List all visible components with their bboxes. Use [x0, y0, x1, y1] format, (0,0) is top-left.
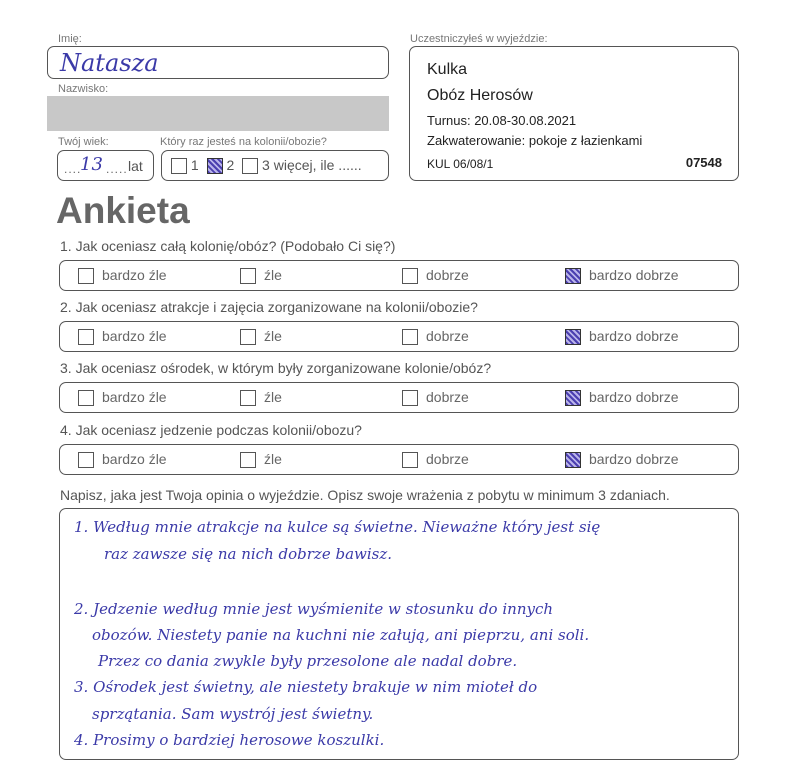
- q4-opt-3[interactable]: [402, 451, 469, 468]
- q3-opt-3-label: dobrze: [426, 389, 469, 405]
- q1-opt-2[interactable]: [240, 267, 282, 284]
- q2-opt-3[interactable]: [402, 328, 469, 345]
- q4-checkbox-3[interactable]: [402, 452, 418, 468]
- q3-checkbox-2[interactable]: [240, 390, 256, 406]
- q2-checkbox-4[interactable]: [565, 329, 581, 345]
- camp-code: KUL 06/08/1: [427, 157, 494, 171]
- q2-opt-4-label: bardzo dobrze: [589, 328, 679, 344]
- name-value: Natasza: [60, 49, 159, 77]
- question-3-options: [59, 382, 739, 413]
- survey-title: Ankieta: [56, 190, 190, 231]
- q3-opt-3[interactable]: [402, 389, 469, 406]
- q3-opt-1-label: bardzo źle: [102, 389, 167, 405]
- question-1: 1. Jak oceniasz całą kolonię/obóz? (Podobało Ci się?): [60, 238, 396, 254]
- q1-checkbox-1[interactable]: [78, 268, 94, 284]
- opinion-line-6: 3. Ośrodek jest świetny, ale niestety brakuje w nim mioteł do: [74, 678, 538, 696]
- times-label: Który raz jesteś na kolonii/obozie?: [160, 136, 327, 148]
- name-field[interactable]: [47, 46, 389, 79]
- q1-checkbox-4[interactable]: [565, 268, 581, 284]
- q2-opt-3-label: dobrze: [426, 328, 469, 344]
- question-2-options: [59, 321, 739, 352]
- camp-stamp: [409, 46, 739, 181]
- opinion-prompt: Napisz, jaka jest Twoja opinia o wyjeździe. Opisz swoje wrażenia z pobytu w minimum 3 zdaniach.: [60, 487, 670, 503]
- q4-opt-4-label: bardzo dobrze: [589, 451, 679, 467]
- q4-opt-1[interactable]: [78, 451, 167, 468]
- q3-opt-1[interactable]: [78, 389, 167, 406]
- camp-number: 07548: [685, 155, 722, 170]
- question-3: 3. Jak oceniasz ośrodek, w którym były zorganizowane kolonie/obóz?: [60, 360, 492, 376]
- q2-opt-1-label: bardzo źle: [102, 328, 167, 344]
- age-dots: ....: [64, 162, 82, 176]
- age-label: Twój wiek:: [58, 136, 109, 148]
- opinion-line-5: Przez co dania zwykle były przesolone ale nadal dobre.: [98, 652, 518, 670]
- surname-redacted: [47, 96, 389, 131]
- q2-checkbox-1[interactable]: [78, 329, 94, 345]
- q4-checkbox-2[interactable]: [240, 452, 256, 468]
- q4-opt-1-label: bardzo źle: [102, 451, 167, 467]
- times-3-label: 3 więcej, ile ......: [262, 157, 362, 173]
- times-2-label: 2: [226, 157, 235, 173]
- camp-accommodation: Zakwaterowanie: pokoje z łazienkami: [427, 133, 643, 148]
- age-dots-end: .....: [106, 162, 128, 176]
- times-3-checkbox[interactable]: [242, 158, 258, 174]
- age-value: 13: [80, 154, 103, 175]
- q2-checkbox-2[interactable]: [240, 329, 256, 345]
- camp-name: Kulka: [427, 61, 468, 78]
- times-2-checkbox[interactable]: [207, 158, 223, 174]
- q4-checkbox-1[interactable]: [78, 452, 94, 468]
- q4-checkbox-4[interactable]: [565, 452, 581, 468]
- q3-checkbox-3[interactable]: [402, 390, 418, 406]
- q3-opt-2-label: źle: [264, 389, 282, 405]
- q3-opt-4-label: bardzo dobrze: [589, 389, 679, 405]
- q1-checkbox-2[interactable]: [240, 268, 256, 284]
- opinion-line-1: 1. Według mnie atrakcje na kulce są świetne. Nieważne który jest się: [74, 518, 601, 536]
- q1-opt-4-label: bardzo dobrze: [589, 267, 679, 283]
- age-unit: lat: [128, 158, 143, 174]
- q1-opt-2-label: źle: [264, 267, 282, 283]
- q2-checkbox-3[interactable]: [402, 329, 418, 345]
- q3-checkbox-1[interactable]: [78, 390, 94, 406]
- question-1-options: [59, 260, 739, 291]
- times-options: [171, 157, 362, 174]
- opinion-line-4: obozów. Niestety panie na kuchni nie załują, ani pieprzu, ani soli.: [92, 626, 590, 644]
- q4-opt-4[interactable]: [565, 451, 679, 468]
- q1-checkbox-3[interactable]: [402, 268, 418, 284]
- opinion-line-8: 4. Prosimy o bardziej herosowe koszulki.: [74, 731, 385, 749]
- times-field[interactable]: [161, 150, 389, 181]
- q2-opt-4[interactable]: [565, 328, 679, 345]
- opinion-line-2: raz zawsze się na nich dobrze bawisz.: [104, 545, 393, 563]
- question-4-options: [59, 444, 739, 475]
- q2-opt-2-label: źle: [264, 328, 282, 344]
- surname-label: Nazwisko:: [58, 83, 109, 95]
- q4-opt-2-label: źle: [264, 451, 282, 467]
- q1-opt-3[interactable]: [402, 267, 469, 284]
- question-4: 4. Jak oceniasz jedzenie podczas kolonii/obozu?: [60, 422, 362, 438]
- q1-opt-4[interactable]: [565, 267, 679, 284]
- q3-opt-2[interactable]: [240, 389, 282, 406]
- camp-term: Turnus: 20.08-30.08.2021: [427, 113, 577, 128]
- opinion-line-3: 2. Jedzenie według mnie jest wyśmienite w stosunku do innych: [74, 600, 554, 618]
- age-field[interactable]: [57, 150, 154, 181]
- times-1-label: 1: [190, 157, 199, 173]
- opinion-line-7: sprzątania. Sam wystrój jest świetny.: [92, 705, 374, 723]
- q1-opt-3-label: dobrze: [426, 267, 469, 283]
- camp-title: Obóz Herosów: [427, 87, 533, 104]
- q3-checkbox-4[interactable]: [565, 390, 581, 406]
- q4-opt-2[interactable]: [240, 451, 282, 468]
- q1-opt-1-label: bardzo źle: [102, 267, 167, 283]
- name-label: Imię:: [58, 33, 82, 45]
- times-1-checkbox[interactable]: [171, 158, 187, 174]
- camp-label: Uczestniczyłeś w wyjeździe:: [410, 33, 548, 45]
- q2-opt-1[interactable]: [78, 328, 167, 345]
- q2-opt-2[interactable]: [240, 328, 282, 345]
- question-2: 2. Jak oceniasz atrakcje i zajęcia zorganizowane na kolonii/obozie?: [60, 299, 478, 315]
- q3-opt-4[interactable]: [565, 389, 679, 406]
- q1-opt-1[interactable]: [78, 267, 167, 284]
- q4-opt-3-label: dobrze: [426, 451, 469, 467]
